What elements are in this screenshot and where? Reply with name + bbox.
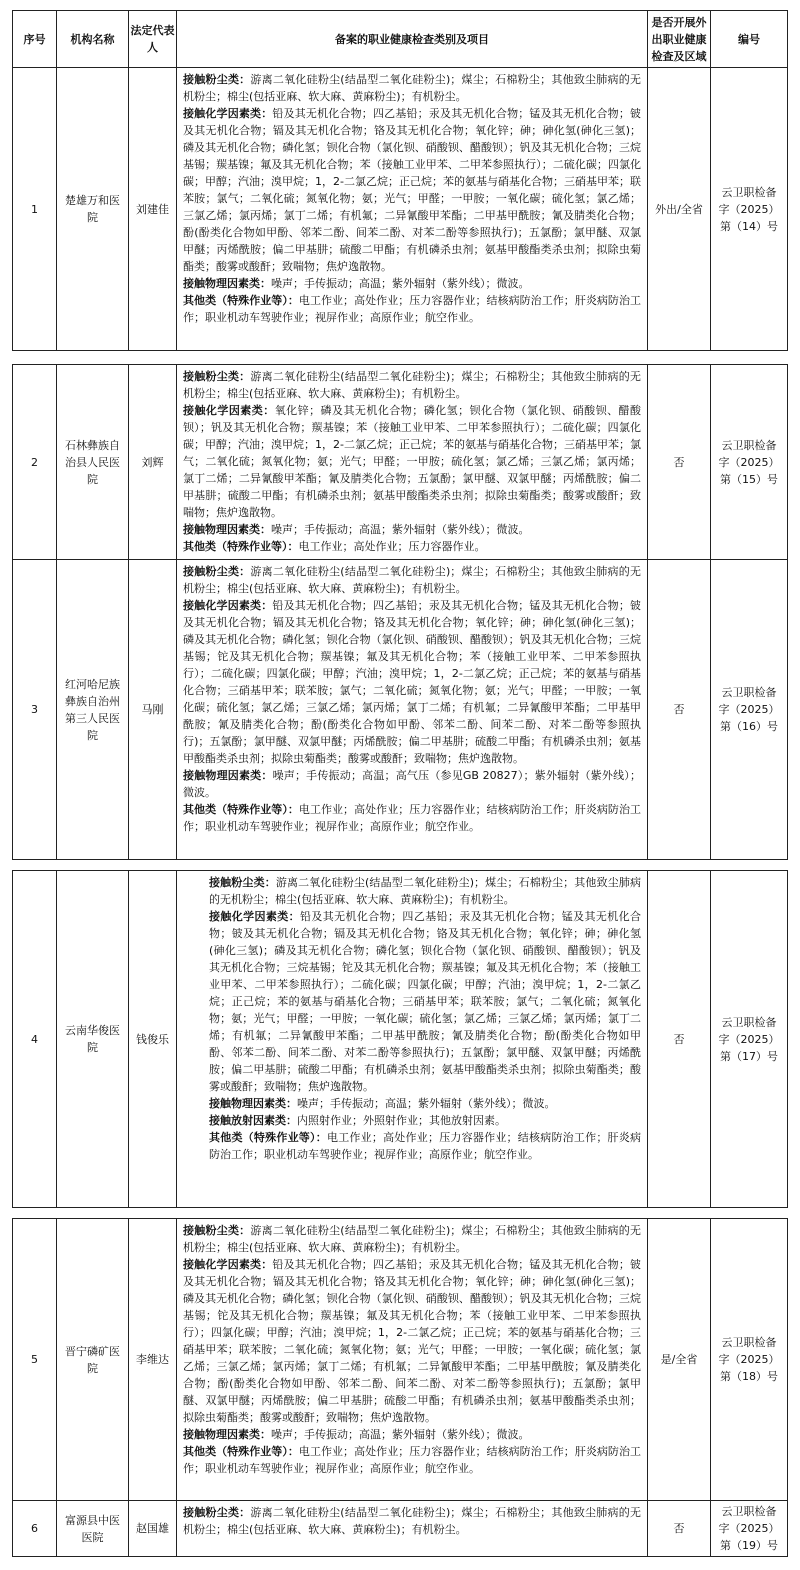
item-text: 电工作业；高处作业；压力容器作业；结核病防治工作；肝炎病防治工作；职业机动车驾驶作业；视屏作业；高原作业；航空作业。 (183, 1445, 642, 1475)
item-text: 游离二氧化硅粉尘(结晶型二氧化硅粉尘)；煤尘；石棉粉尘；其他致尘肺病的无机粉尘；棉尘(包括亚麻、软大麻、黄麻粉尘)；有机粉尘。 (209, 876, 641, 906)
row-items (177, 871, 648, 1208)
item-text: 噪声；手传振动；高温；紫外辐射（紫外线）；微波。 (271, 1428, 530, 1441)
row-rep: 刘建佳 (129, 68, 177, 351)
row-code: 云卫职检备字（2025）第（16）号 (711, 560, 788, 860)
item-text: 噪声；手传振动；高温；紫外辐射（紫外线）；微波。 (297, 1097, 556, 1110)
row-name: 石林彝族自治县人民医院 (57, 365, 129, 560)
item-text: 铅及其无机化合物；四乙基铅；汞及其无机化合物；锰及其无机化合物；铍及其无机化合物；镉及其无机化合物；铬及其无机化合物；氧化锌；砷；砷化氢(砷化三氢)；磷及其无机化合物；磷化氢；钡化合物（氯化钡、硝酸钡、醋酸钡）；钒及其无机化合物；三烷基锡；铊及其无机化合物；羰基镍；氟及其无机化合物；苯（接触工业甲苯、二甲苯参照执行）；四氯化碳；甲醇；汽油；溴甲烷；1，2-二氯乙烷；正己烷；苯的氨基与硝基化合物；三硝基甲苯；联苯胺；二氧化硫；氮氧化物；氨；光气；甲醛；一甲胺；一氧化碳；硫化氢；氯乙烯；三氯乙烯；氯丙烯；氯丁二烯；有机氟；二异氰酸甲苯酯；二甲基甲酰胺；氰及腈类化合物；酚(酚类化合物如甲酚、邻苯二酚、间苯二酚、对苯二酚等参照执行)；五氯酚；氯甲醚、双氯甲醚；丙烯酰胺；偏二甲基肼；硫酸二甲酯；有机磷杀虫剂；氨基甲酸酯类杀虫剂；拟除虫菊酯类；酸雾或酸酐；致喘物；焦炉逸散物。 (183, 1258, 642, 1424)
row-outside: 外出/全省 (648, 68, 711, 351)
item-label: 接触化学因素类： (183, 404, 275, 417)
item-text: 游离二氧化硅粉尘(结晶型二氧化硅粉尘)；煤尘；石棉粉尘；其他致尘肺病的无机粉尘；棉尘(包括亚麻、软大麻、黄麻粉尘)；有机粉尘。 (183, 565, 641, 595)
item-dust (183, 368, 641, 402)
item-label: 其他类（特殊作业等）： (183, 294, 299, 307)
filing-table-part-2 (12, 364, 788, 860)
row-rep: 刘辉 (129, 365, 177, 560)
item-text: 铅及其无机化合物；四乙基铅；汞及其无机化合物；锰及其无机化合物；铍及其无机化合物；镉及其无机化合物；铬及其无机化合物；氧化锌；砷；砷化氢(砷化三氢)；磷及其无机化合物；磷化氢；钡化合物（氯化钡、硝酸钡、醋酸钡）；钒及其无机化合物；三烷基锡；羰基镍；氟及其无机化合物；苯（接触工业甲苯、二甲苯参照执行）；二硫化碳；四氯化碳；甲醇；汽油；溴甲烷；1，2-二氯乙烷；正己烷；苯的氨基与硝基化合物；三硝基甲苯；联苯胺；氯气；二氧化硫；氮氧化物；氨；光气；甲醛；一甲胺；一氧化碳；硫化氢；氯乙烯；三氯乙烯；氯丙烯；氯丁二烯；有机氟；二异氰酸甲苯酯；二甲基甲酰胺；氰及腈类化合物；酚(酚类化合物如甲酚、邻苯二酚、间苯二酚、对苯二酚等参照执行)；五氯酚；氯甲醚、双氯甲醚；丙烯酰胺；偏二甲基肼；硫酸二甲酯；有机磷杀虫剂；氨基甲酸酯类杀虫剂；拟除虫菊酯类；酸雾或酸酐；致喘物；焦炉逸散物。 (183, 107, 642, 273)
item-label: 接触物理因素类： (209, 1097, 297, 1110)
row-items (177, 1501, 648, 1557)
item-dust (209, 874, 641, 908)
item-chemical (209, 908, 641, 1095)
row-code: 云卫职检备字（2025）第（18）号 (711, 1219, 788, 1501)
row-rep: 赵国雄 (129, 1501, 177, 1557)
header-name: 机构名称 (57, 11, 129, 68)
item-physical (183, 767, 641, 801)
item-physical (183, 275, 641, 292)
header-outside: 是否开展外出职业健康检查及区域 (648, 11, 711, 68)
row-outside: 否 (648, 1501, 711, 1557)
item-text: 游离二氧化硅粉尘(结晶型二氧化硅粉尘)；煤尘；石棉粉尘；其他致尘肺病的无机粉尘；棉尘(包括亚麻、软大麻、黄麻粉尘)；有机粉尘。 (183, 370, 641, 400)
item-label: 接触物理因素类： (183, 523, 271, 536)
item-label: 接触放射因素类： (209, 1114, 297, 1127)
item-chemical (183, 1256, 641, 1426)
item-dust (183, 1504, 641, 1538)
item-physical (209, 1095, 641, 1112)
item-label: 其他类（特殊作业等）： (209, 1131, 327, 1144)
item-text: 铅及其无机化合物；四乙基铅；汞及其无机化合物；锰及其无机化合物；铍及其无机化合物；镉及其无机化合物；铬及其无机化合物；氧化锌；砷；砷化氢(砷化三氢)；磷及其无机化合物；磷化氢；钡化合物（氯化钡、硝酸钡、醋酸钡）；钒及其无机化合物；三烷基锡；铊及其无机化合物；羰基镍；氟及其无机化合物；苯（接触工业甲苯、二甲苯参照执行）；二硫化碳；四氯化碳；甲醇；汽油；溴甲烷；1，2-二氯乙烷；正己烷；苯的氨基与硝基化合物；三硝基甲苯；联苯胺；氯气；二氧化硫；氮氧化物；氨；光气；甲醛；一甲胺；一氧化碳；硫化氢；氯乙烯；三氯乙烯；氯丙烯；氯丁二烯；有机氟；二异氰酸甲苯酯；二甲基甲酰胺；氰及腈类化合物；酚(酚类化合物如甲酚、邻苯二酚、间苯二酚、对苯二酚等参照执行)；五氯酚；氯甲醚、双氯甲醚；丙烯酰胺；偏二甲基肼；硫酸二甲酯；有机磷杀虫剂；氨基甲酸酯类杀虫剂；拟除虫菊酯类；酸雾或酸酐；致喘物；焦炉逸散物。 (183, 599, 642, 765)
item-label: 接触粉尘类： (183, 370, 251, 383)
header-no: 序号 (13, 11, 57, 68)
item-other (209, 1129, 641, 1163)
item-dust (183, 1222, 641, 1256)
table-row (13, 68, 788, 351)
item-physical (183, 521, 641, 538)
row-rep: 马刚 (129, 560, 177, 860)
table-row (13, 560, 788, 860)
table-row (13, 365, 788, 560)
header-items: 备案的职业健康检查类别及项目 (177, 11, 648, 68)
item-text: 电工作业；高处作业；压力容器作业；结核病防治工作；肝炎病防治工作；职业机动车驾驶作业；视屏作业；高原作业；航空作业。 (209, 1131, 642, 1161)
item-label: 其他类（特殊作业等）： (183, 803, 299, 816)
item-chemical (183, 105, 641, 275)
row-outside: 否 (648, 871, 711, 1208)
row-rep: 李维达 (129, 1219, 177, 1501)
filing-table-part-3 (12, 870, 788, 1208)
row-name: 楚雄万和医院 (57, 68, 129, 351)
item-text: 电工作业；高处作业；压力容器作业；结核病防治工作；肝炎病防治工作；职业机动车驾驶作业；视屏作业；高原作业；航空作业。 (183, 803, 642, 833)
table-row (13, 871, 788, 1208)
header-code: 编号 (711, 11, 788, 68)
item-text: 噪声；手传振动；高温；高气压（参见GB 20827）；紫外辐射（紫外线）；微波。 (183, 769, 642, 799)
item-other (183, 1443, 641, 1477)
row-no: 4 (13, 871, 57, 1208)
item-label: 接触粉尘类： (183, 565, 251, 578)
item-label: 接触粉尘类： (183, 1224, 251, 1237)
row-name: 云南华俊医院 (57, 871, 129, 1208)
item-label: 接触物理因素类： (183, 769, 273, 782)
item-label: 接触粉尘类： (183, 73, 251, 86)
table-row (13, 1501, 788, 1557)
item-text: 氧化锌；磷及其无机化合物；磷化氢；钡化合物（氯化钡、硝酸钡、醋酸钡）；钒及其无机化合物；羰基镍；苯（接触工业甲苯、二甲苯参照执行）；二硫化碳；四氯化碳；甲醇；汽油；溴甲烷；1，2-二氯乙烷；正己烷；苯的氨基与硝基化合物；三硝基甲苯；氯气；二氧化硫；氮氧化物；氨；光气；甲醛；一甲胺；硫化氢；氯乙烯；三氯乙烯；氯丙烯；氯丁二烯；二异氰酸甲苯酯；氰及腈类化合物；五氯酚；氯甲醚、双氯甲醚；丙烯酰胺；偏二甲基肼；硫酸二甲酯；有机磷杀虫剂；氨基甲酸酯类杀虫剂；拟除虫菊酯类；酸雾或酸酐；致喘物；焦炉逸散物。 (183, 404, 642, 519)
item-physical (183, 1426, 641, 1443)
row-outside: 否 (648, 560, 711, 860)
row-items (177, 560, 648, 860)
item-label: 接触粉尘类： (209, 876, 276, 889)
item-text: 电工作业；高处作业；压力容器作业。 (298, 540, 486, 553)
item-text: 噪声；手传振动；高温；紫外辐射（紫外线）；微波。 (271, 523, 530, 536)
item-text: 噪声；手传振动；高温；紫外辐射（紫外线）；微波。 (271, 277, 530, 290)
row-items (177, 365, 648, 560)
item-label: 接触物理因素类： (183, 1428, 271, 1441)
row-no: 3 (13, 560, 57, 860)
item-label: 接触化学因素类： (183, 599, 273, 612)
table-row (13, 1219, 788, 1501)
row-no: 1 (13, 68, 57, 351)
row-code: 云卫职检备字（2025）第（19）号 (711, 1501, 788, 1557)
row-name: 红河哈尼族彝族自治州第三人民医院 (57, 560, 129, 860)
row-outside: 是/全省 (648, 1219, 711, 1501)
row-no: 6 (13, 1501, 57, 1557)
row-outside: 否 (648, 365, 711, 560)
item-label: 接触化学因素类： (183, 1258, 273, 1271)
row-name: 晋宁磷矿医院 (57, 1219, 129, 1501)
row-name: 富源县中医医院 (57, 1501, 129, 1557)
filing-table-part-1 (12, 10, 788, 351)
header-rep: 法定代表人 (129, 11, 177, 68)
item-text: 游离二氧化硅粉尘(结晶型二氧化硅粉尘)；煤尘；石棉粉尘；其他致尘肺病的无机粉尘；棉尘(包括亚麻、软大麻、黄麻粉尘)；有机粉尘。 (183, 1224, 641, 1254)
item-chemical (183, 402, 641, 521)
item-text: 内照射作业；外照射作业；其他放射因素。 (297, 1114, 506, 1127)
item-text: 游离二氧化硅粉尘(结晶型二氧化硅粉尘)；煤尘；石棉粉尘；其他致尘肺病的无机粉尘；棉尘(包括亚麻、软大麻、黄麻粉尘)；有机粉尘。 (183, 73, 641, 103)
item-text: 铅及其无机化合物；四乙基铅；汞及其无机化合物；锰及其无机化合物；铍及其无机化合物；镉及其无机化合物；铬及其无机化合物；氧化锌；砷；砷化氢(砷化三氢)；磷及其无机化合物；磷化氢；钡化合物（氯化钡、硝酸钡、醋酸钡）；钒及其无机化合物；三烷基锡；铊及其无机化合物；羰基镍；氟及其无机化合物；苯（接触工业甲苯、二甲苯参照执行）；二硫化碳；四氯化碳；甲醇；汽油；溴甲烷；1，2-二氯乙烷；正己烷；苯的氨基与硝基化合物；三硝基甲苯；联苯胺；氯气；二氧化硫；氮氧化物；氨；光气；甲醛；一甲胺；一氧化碳；硫化氢；氯乙烯；三氯乙烯；氯丙烯；氯丁二烯；有机氟；二异氰酸甲苯酯；二甲基甲酰胺；氰及腈类化合物；酚(酚类化合物如甲酚、邻苯二酚、间苯二酚、对苯二酚等参照执行)；五氯酚；氯甲醚、双氯甲醚；丙烯酰胺；偏二甲基肼；硫酸二甲酯；有机磷杀虫剂；氨基甲酸酯类杀虫剂；拟除虫菊酯类；酸雾或酸酐；致喘物；焦炉逸散物。 (209, 910, 642, 1093)
row-items (177, 1219, 648, 1501)
item-other (183, 538, 641, 555)
row-no: 2 (13, 365, 57, 560)
item-label: 接触化学因素类： (183, 107, 273, 120)
header-row (13, 11, 788, 68)
row-code: 云卫职检备字（2025）第（14）号 (711, 68, 788, 351)
item-label: 接触物理因素类： (183, 277, 271, 290)
item-text: 游离二氧化硅粉尘(结晶型二氧化硅粉尘)；煤尘；石棉粉尘；其他致尘肺病的无机粉尘；棉尘(包括亚麻、软大麻、黄麻粉尘)；有机粉尘。 (183, 1506, 641, 1536)
filing-table-part-4 (12, 1218, 788, 1557)
item-label: 接触粉尘类： (183, 1506, 251, 1519)
row-code: 云卫职检备字（2025）第（17）号 (711, 871, 788, 1208)
item-dust (183, 563, 641, 597)
item-text: 电工作业；高处作业；压力容器作业；结核病防治工作；肝炎病防治工作；职业机动车驾驶作业；视屏作业；高原作业；航空作业。 (183, 294, 642, 324)
item-label: 接触化学因素类： (209, 910, 301, 923)
item-other (183, 292, 641, 326)
item-label: 其他类（特殊作业等）： (183, 1445, 299, 1458)
item-dust (183, 71, 641, 105)
row-rep: 钱俊乐 (129, 871, 177, 1208)
row-code: 云卫职检备字（2025）第（15）号 (711, 365, 788, 560)
row-no: 5 (13, 1219, 57, 1501)
row-items (177, 68, 648, 351)
item-radiation (209, 1112, 641, 1129)
item-chemical (183, 597, 641, 767)
item-other (183, 801, 641, 835)
item-label: 其他类（特殊作业等）： (183, 540, 299, 553)
